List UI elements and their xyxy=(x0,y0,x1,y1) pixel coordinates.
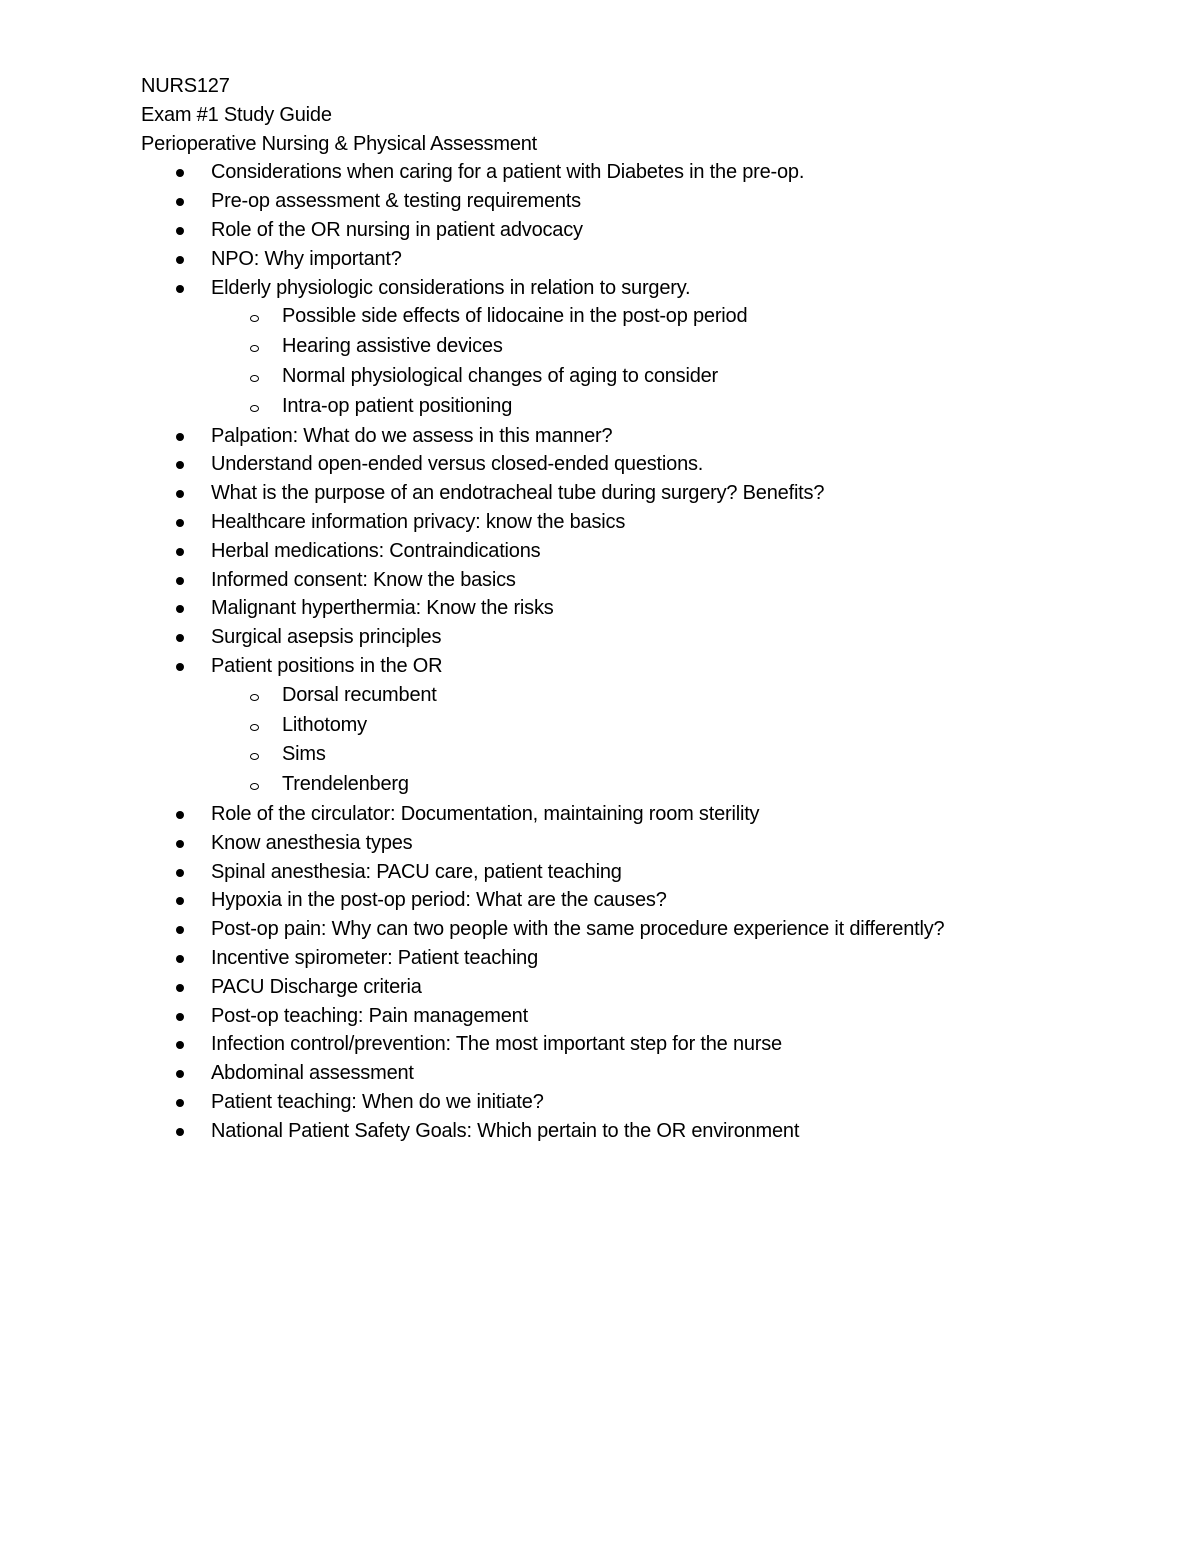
bullet-icon xyxy=(176,955,184,963)
list-item: Infection control/prevention: The most important step for the nurse xyxy=(141,1030,1141,1059)
bullet-icon xyxy=(176,490,184,498)
list-item: Elderly physiologic considerations in relation to surgery. xyxy=(141,274,1141,303)
bullet-icon xyxy=(176,1013,184,1021)
hollow-bullet-icon xyxy=(250,753,259,760)
hollow-bullet-icon xyxy=(250,783,259,790)
sub-list-item: Hearing assistive devices xyxy=(141,332,1141,362)
list-item: PACU Discharge criteria xyxy=(141,973,1141,1002)
list-item: NPO: Why important? xyxy=(141,245,1141,274)
hollow-bullet-icon xyxy=(250,694,259,701)
bullet-icon xyxy=(176,1099,184,1107)
study-guide-page xyxy=(141,72,1141,1145)
bullet-icon xyxy=(176,811,184,819)
bullet-icon xyxy=(176,548,184,556)
bullet-icon xyxy=(176,519,184,527)
bullet-icon xyxy=(176,285,184,293)
list-item: Abdominal assessment xyxy=(141,1059,1141,1088)
bullet-icon xyxy=(176,1070,184,1078)
bullet-icon xyxy=(176,634,184,642)
list-item: Informed consent: Know the basics xyxy=(141,566,1141,595)
list-item: Role of the OR nursing in patient advocacy xyxy=(141,216,1141,245)
list-item: Patient teaching: When do we initiate? xyxy=(141,1088,1141,1117)
list-item: Surgical asepsis principles xyxy=(141,623,1141,652)
bullet-icon xyxy=(176,256,184,264)
sub-list-item: Trendelenberg xyxy=(141,770,1141,800)
bullet-icon xyxy=(176,227,184,235)
bullet-icon xyxy=(176,840,184,848)
bullet-icon xyxy=(176,897,184,905)
course-code: NURS127 xyxy=(141,75,230,97)
list-item: National Patient Safety Goals: Which pertain to the OR environment xyxy=(141,1117,1141,1146)
bullet-icon xyxy=(176,1128,184,1136)
sub-list-item: Normal physiological changes of aging to consider xyxy=(141,362,1141,392)
bullet-icon xyxy=(176,663,184,671)
hollow-bullet-icon xyxy=(250,315,259,322)
bullet-icon xyxy=(176,169,184,177)
sub-list-item: Possible side effects of lidocaine in the post-op period xyxy=(141,302,1141,332)
bullet-icon xyxy=(176,984,184,992)
bullet-icon xyxy=(176,869,184,877)
list-item: Palpation: What do we assess in this manner? xyxy=(141,422,1141,451)
hollow-bullet-icon xyxy=(250,405,259,412)
bullet-icon xyxy=(176,1041,184,1049)
sub-list-item: Lithotomy xyxy=(141,711,1141,741)
list-item: Incentive spirometer: Patient teaching xyxy=(141,944,1141,973)
list-item: Considerations when caring for a patient with Diabetes in the pre-op. xyxy=(141,158,1141,187)
list-item: Know anesthesia types xyxy=(141,829,1141,858)
list-item: Post-op teaching: Pain management xyxy=(141,1002,1141,1031)
sub-list-item: Sims xyxy=(141,740,1141,770)
list-item: Patient positions in the OR xyxy=(141,652,1141,681)
bullet-icon xyxy=(176,577,184,585)
bullet-icon xyxy=(176,926,184,934)
bullet-icon xyxy=(176,433,184,441)
list-item: Post-op pain: Why can two people with the same procedure experience it differently? xyxy=(141,915,1141,944)
bullet-icon xyxy=(176,461,184,469)
list-item: Hypoxia in the post-op period: What are the causes? xyxy=(141,886,1141,915)
sub-list-item: Dorsal recumbent xyxy=(141,681,1141,711)
hollow-bullet-icon xyxy=(250,375,259,382)
bullet-icon xyxy=(176,605,184,613)
list-item: Role of the circulator: Documentation, maintaining room sterility xyxy=(141,800,1141,829)
hollow-bullet-icon xyxy=(250,724,259,731)
list-item: Spinal anesthesia: PACU care, patient teaching xyxy=(141,858,1141,887)
hollow-bullet-icon xyxy=(250,345,259,352)
list-item: Malignant hyperthermia: Know the risks xyxy=(141,594,1141,623)
list-item: Healthcare information privacy: know the basics xyxy=(141,508,1141,537)
bullet-icon xyxy=(176,198,184,206)
list-item: Understand open-ended versus closed-ended questions. xyxy=(141,450,1141,479)
study-topic-list xyxy=(141,158,1141,1145)
list-item: Pre-op assessment & testing requirements xyxy=(141,187,1141,216)
sub-list-item: Intra-op patient positioning xyxy=(141,392,1141,422)
list-item: Herbal medications: Contraindications xyxy=(141,537,1141,566)
exam-title: Exam #1 Study Guide xyxy=(141,103,332,126)
topic-heading: Perioperative Nursing & Physical Assessment xyxy=(141,132,538,155)
list-item: What is the purpose of an endotracheal tube during surgery? Benefits? xyxy=(141,479,1141,508)
